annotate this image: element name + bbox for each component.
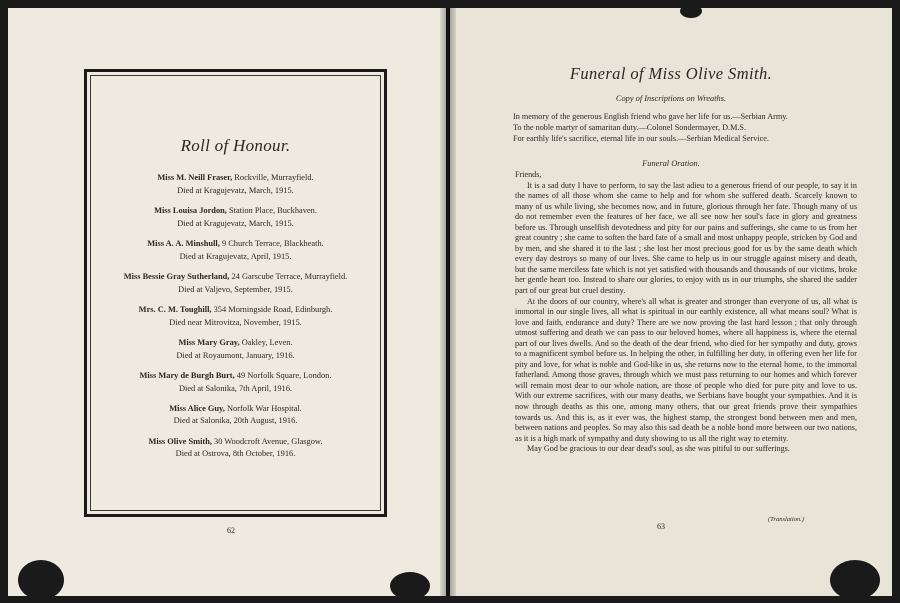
honour-entry	[87, 205, 384, 230]
honour-entry	[87, 304, 384, 329]
honour-died: Died near Mitrovitza, November, 1915.	[169, 317, 302, 327]
funeral-title: Funeral of Miss Olive Smith.	[569, 64, 773, 83]
honour-died: Died at Royaumont, January, 1916.	[176, 350, 295, 360]
wreaths-subtitle: Copy of Inscriptions on Wreaths.	[615, 94, 727, 103]
book-gutter	[440, 8, 456, 596]
roll-of-honour-title: Roll of Honour.	[180, 136, 291, 155]
honour-address: 9 Church Terrace, Blackheath.	[219, 238, 324, 248]
honour-name: Mrs. C. M. Toughill,	[138, 304, 212, 314]
honour-entry	[87, 370, 384, 395]
honour-entry	[87, 403, 384, 428]
honour-name: Miss Olive Smith,	[148, 436, 212, 446]
honour-died: Died at Salonika, 7th April, 1916.	[178, 383, 293, 393]
torn-corner	[830, 560, 880, 600]
honour-name: Miss M. Neill Fraser,	[157, 173, 233, 182]
honour-died: Died at Salonika, 20th August, 1916.	[173, 416, 298, 426]
honour-name: Miss A. A. Minshull,	[147, 238, 220, 248]
roll-of-honour-frame	[84, 69, 387, 517]
torn-corner	[18, 560, 64, 600]
roll-of-honour-list	[87, 172, 384, 469]
honour-entry	[87, 271, 384, 296]
torn-corner	[390, 572, 430, 600]
honour-name: Miss Mary de Burgh Burt,	[139, 370, 235, 380]
torn-edge	[680, 4, 702, 18]
right-page	[450, 8, 892, 596]
wreath-inscription: To the noble martyr of samaritan duty.—Colonel Sondermayer, D.M.S.	[513, 123, 747, 133]
honour-address: Rockville, Murrayfield.	[232, 173, 314, 182]
oration-paragraph: At the doors of our country, where's all what is greater and stronger than everyone of us, all what is immortal in our single lives, all what is spiritual in our earthly existence, all what means soul? What is love and faith, endurance and duty? There are we now proving the last hard lesson ; that only through utmost suffering and death we can pass to our beloved homes, where all happiness is, where the eternal part of our lives dwells. And so the death of the dear friend, who died for her sympathy and duty, grows to a magnificent symbol before us. In helping the other, in fulfilling her duty, in offering even her life for pity and love, for what is noble and God-like in us, she returns now to the eternal home, to the immortal fatherland. Among those graves, through which we must pass returning to our homes and which forever will remain most dear to our whole nation, are those of people who died for pure pity and love to us. With our extreme sacrifices, with our many deaths, we Serbians have bought your sympathies. And it is now through deaths as this one, among many others, that our great friends prove their sympathies towards us. And this is, as it ever was, the highest stamp, the strongest bond between men and men, between nations and peoples. So may also this sad death be a noble bond more between our two nations, as it is a high mark of sympathy and duty showing to us all the right way to eternity.	[515, 296, 857, 443]
oration-text	[515, 170, 857, 455]
honour-address: 30 Woodcroft Avenue, Glasgow.	[211, 436, 323, 446]
left-page	[8, 8, 446, 596]
oration-paragraph: It is a sad duty I have to perform, to say the last adieu to a generous friend of our people, to say it in the names of all those whom she came to help and for whom she suffered death. Scarcely known to many of us while living, she becomes now, and in future, glorious through her fate. Though many of us do not remember even the features of her face, we all see now her soul's face in glory and greatness before us. Through unselfish devotedness and pity for our pains and sufferings, she came to us from her great country ; she came to soften the hard fate of a small and most unhappy people, stricken by God and by men, and she shared it to the last ; she lost her most precious good for us by the same death which every day destroys so many of our lives. She came to help us in our struggle against misery and death, but the same merciless fate which is not yet satisfied with thousands and thousands of our victims, broke her gentle heart too. Instead to share our glories, to enjoy with us in our triumphs, she shared the sadder part of our great but cruel destiny.	[515, 180, 857, 296]
page-number-right: 63	[657, 522, 665, 531]
page-number-left: 62	[227, 526, 235, 535]
honour-address: 24 Garscube Terrace, Murrayfield.	[229, 271, 348, 281]
honour-address: Station Place, Buckhaven.	[226, 205, 317, 215]
honour-died: Died at Kragujevatz, March, 1915.	[177, 185, 294, 195]
honour-died: Died at Valjevo, September, 1915.	[178, 284, 293, 294]
honour-died: Died at Ostrova, 8th October, 1916.	[175, 449, 296, 459]
honour-died: Died at Kragujevatz, March, 1915.	[177, 218, 294, 228]
honour-name: Miss Alice Guy,	[169, 403, 225, 413]
honour-address: 354 Morningside Road, Edinburgh.	[211, 304, 333, 314]
honour-entry	[87, 172, 384, 197]
wreath-inscriptions	[513, 111, 853, 145]
honour-address: 49 Norfolk Square, London.	[234, 370, 332, 380]
wreath-inscription: For earthly life's sacrifice, eternal life in our souls.—Serbian Medical Service.	[513, 134, 769, 144]
honour-address: Norfolk War Hospital.	[224, 403, 302, 413]
wreath-inscription: In memory of the generous English friend who gave her life for us.—Serbian Army.	[513, 112, 788, 121]
honour-name: Miss Bessie Gray Sutherland,	[123, 271, 230, 281]
oration-heading: Funeral Oration.	[642, 159, 700, 168]
oration-salutation: Friends,	[515, 170, 542, 179]
honour-entry	[87, 436, 384, 461]
honour-name: Miss Louisa Jordon,	[154, 205, 227, 215]
honour-address: Oakley, Leven.	[239, 337, 293, 347]
honour-name: Miss Mary Gray,	[178, 337, 240, 347]
honour-died: Died at Kragujevatz, April, 1915.	[179, 251, 292, 261]
oration-paragraph: May God be gracious to our dear dead's soul, as she was pitiful to our sufferings.	[527, 444, 790, 454]
honour-entry	[87, 337, 384, 362]
honour-entry	[87, 238, 384, 263]
translation-note: (Translation.)	[768, 516, 804, 523]
